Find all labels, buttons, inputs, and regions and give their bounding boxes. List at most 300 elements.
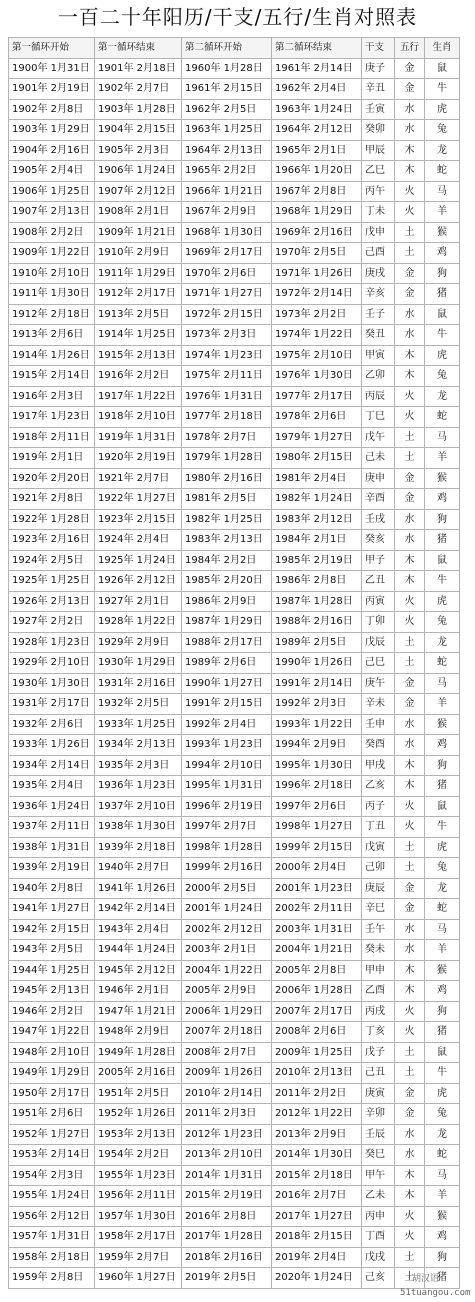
cell-cycle2-end: 1977年 2月17日 (272, 386, 362, 407)
cell-ganzhi: 癸亥 (362, 530, 395, 551)
cell-cycle2-end: 1965年 2月1日 (272, 140, 362, 161)
cell-wuxing: 火 (395, 591, 425, 612)
cell-cycle2-end: 1997年 2月6日 (272, 796, 362, 817)
cell-cycle2-end: 2020年 1月24日 (272, 1268, 362, 1289)
cell-cycle2-start: 1968年 1月30日 (182, 222, 272, 243)
cell-ganzhi: 辛巳 (362, 899, 395, 920)
cell-cycle2-end: 2012年 1月22日 (272, 1104, 362, 1125)
cell-wuxing: 水 (395, 1145, 425, 1166)
cell-cycle2-end: 1991年 2月14日 (272, 673, 362, 694)
cell-wuxing: 土 (395, 1063, 425, 1084)
table-row (9, 817, 460, 838)
table-row (9, 550, 460, 571)
table-row (9, 755, 460, 776)
watermark-url: 51tuangou.com (400, 1288, 471, 1298)
cell-cycle2-end: 1971年 1月26日 (272, 263, 362, 284)
cell-cycle2-start: 1988年 2月17日 (182, 632, 272, 653)
cell-cycle2-start: 1984年 2月2日 (182, 550, 272, 571)
table-row (9, 407, 460, 428)
table-row (9, 919, 460, 940)
cell-wuxing: 金 (395, 468, 425, 489)
table-row (9, 120, 460, 141)
cell-wuxing: 木 (395, 960, 425, 981)
table-row (9, 1206, 460, 1227)
cell-shengxiao: 猪 (425, 530, 460, 551)
cell-cycle2-end: 1987年 1月28日 (272, 591, 362, 612)
cell-cycle2-start: 1985年 2月20日 (182, 571, 272, 592)
cell-wuxing: 木 (395, 550, 425, 571)
cell-ganzhi: 壬寅 (362, 99, 395, 120)
cell-cycle1-start: 1928年 1月23日 (9, 632, 95, 653)
cell-shengxiao: 猪 (425, 776, 460, 797)
cell-cycle2-start: 2012年 1月23日 (182, 1124, 272, 1145)
cell-ganzhi: 庚辰 (362, 878, 395, 899)
header-ganzhi: 干支 (362, 38, 395, 59)
cell-wuxing: 木 (395, 981, 425, 1002)
cell-cycle1-start: 1920年 2月20日 (9, 468, 95, 489)
cell-cycle1-start: 1959年 2月8日 (9, 1268, 95, 1289)
cell-shengxiao: 兔 (425, 120, 460, 141)
cell-cycle2-end: 1968年 1月29日 (272, 202, 362, 223)
cell-cycle2-start: 1976年 1月31日 (182, 386, 272, 407)
cell-cycle1-end: 2005年 2月16日 (95, 1063, 182, 1084)
table-row (9, 386, 460, 407)
cell-cycle1-end: 1943年 2月4日 (95, 919, 182, 940)
cell-cycle2-end: 1999年 2月15日 (272, 837, 362, 858)
cell-ganzhi: 己酉 (362, 243, 395, 264)
cell-cycle2-end: 2001年 1月23日 (272, 878, 362, 899)
cell-cycle2-end: 1981年 2月4日 (272, 468, 362, 489)
cell-wuxing: 水 (395, 530, 425, 551)
cell-ganzhi: 辛未 (362, 694, 395, 715)
cell-cycle1-end: 1933年 1月25日 (95, 714, 182, 735)
cell-cycle2-start: 2000年 2月5日 (182, 878, 272, 899)
cell-cycle2-end: 2013年 2月9日 (272, 1124, 362, 1145)
cell-ganzhi: 己未 (362, 448, 395, 469)
cell-shengxiao: 蛇 (425, 899, 460, 920)
cell-cycle1-end: 1936年 1月23日 (95, 776, 182, 797)
cell-cycle2-start: 2002年 2月12日 (182, 919, 272, 940)
cell-wuxing: 金 (395, 284, 425, 305)
cell-cycle2-end: 1966年 1月20日 (272, 161, 362, 182)
cell-cycle2-start: 1997年 2月7日 (182, 817, 272, 838)
cell-wuxing: 水 (395, 120, 425, 141)
cell-ganzhi: 庚午 (362, 673, 395, 694)
cell-cycle2-start: 2018年 2月16日 (182, 1247, 272, 1268)
cell-ganzhi: 甲戌 (362, 755, 395, 776)
cell-cycle1-start: 1947年 1月22日 (9, 1022, 95, 1043)
cell-cycle1-start: 1949年 1月29日 (9, 1063, 95, 1084)
cell-ganzhi: 壬子 (362, 304, 395, 325)
cell-cycle2-end: 1964年 2月12日 (272, 120, 362, 141)
cell-ganzhi: 戊辰 (362, 632, 395, 653)
cell-shengxiao: 蛇 (425, 1145, 460, 1166)
cell-cycle1-end: 1932年 2月5日 (95, 694, 182, 715)
cell-ganzhi: 戊午 (362, 427, 395, 448)
table-row (9, 694, 460, 715)
cell-cycle2-end: 1972年 2月14日 (272, 284, 362, 305)
table-row (9, 796, 460, 817)
cell-ganzhi: 丙寅 (362, 591, 395, 612)
cell-shengxiao: 羊 (425, 1186, 460, 1207)
calendar-table (8, 37, 460, 1289)
cell-cycle2-start: 2017年 1月28日 (182, 1227, 272, 1248)
cell-cycle1-end: 1902年 2月7日 (95, 79, 182, 100)
cell-cycle1-start: 1929年 2月10日 (9, 653, 95, 674)
header-shengxiao: 生肖 (425, 38, 460, 59)
cell-ganzhi: 庚申 (362, 468, 395, 489)
cell-wuxing: 火 (395, 1206, 425, 1227)
cell-cycle1-end: 1922年 1月27日 (95, 489, 182, 510)
cell-cycle2-start: 2009年 1月26日 (182, 1063, 272, 1084)
cell-ganzhi: 庚戌 (362, 263, 395, 284)
cell-cycle2-start: 1965年 2月2日 (182, 161, 272, 182)
cell-wuxing: 木 (395, 776, 425, 797)
cell-cycle2-end: 1979年 1月27日 (272, 427, 362, 448)
cell-wuxing: 水 (395, 99, 425, 120)
cell-wuxing: 金 (395, 489, 425, 510)
cell-cycle2-end: 1986年 2月8日 (272, 571, 362, 592)
cell-ganzhi: 戊戌 (362, 1247, 395, 1268)
cell-cycle1-end: 1920年 2月19日 (95, 448, 182, 469)
cell-shengxiao: 兔 (425, 858, 460, 879)
cell-cycle2-start: 1972年 2月15日 (182, 304, 272, 325)
cell-wuxing: 木 (395, 1165, 425, 1186)
cell-cycle2-start: 2016年 2月8日 (182, 1206, 272, 1227)
cell-ganzhi: 丙子 (362, 796, 395, 817)
cell-ganzhi: 庚寅 (362, 1083, 395, 1104)
cell-cycle1-start: 1900年 1月31日 (9, 58, 95, 79)
table-row (9, 161, 460, 182)
cell-cycle1-start: 1926年 2月13日 (9, 591, 95, 612)
cell-ganzhi: 癸酉 (362, 735, 395, 756)
cell-shengxiao: 狗 (425, 1247, 460, 1268)
table-row (9, 653, 460, 674)
table-row (9, 99, 460, 120)
table-body (9, 58, 460, 1288)
cell-ganzhi: 乙卯 (362, 366, 395, 387)
cell-cycle1-end: 1934年 2月13日 (95, 735, 182, 756)
cell-cycle1-end: 1956年 2月11日 (95, 1186, 182, 1207)
cell-cycle2-start: 1960年 1月28日 (182, 58, 272, 79)
cell-shengxiao: 蛇 (425, 653, 460, 674)
table-row (9, 284, 460, 305)
table-row (9, 1022, 460, 1043)
cell-shengxiao: 鸡 (425, 243, 460, 264)
cell-ganzhi: 壬辰 (362, 1124, 395, 1145)
cell-cycle2-start: 1990年 1月27日 (182, 673, 272, 694)
cell-ganzhi: 壬午 (362, 919, 395, 940)
cell-cycle2-end: 2008年 2月6日 (272, 1022, 362, 1043)
cell-cycle1-start: 1955年 1月24日 (9, 1186, 95, 1207)
cell-shengxiao: 兔 (425, 612, 460, 633)
cell-cycle2-end: 2007年 2月17日 (272, 1001, 362, 1022)
cell-wuxing: 火 (395, 612, 425, 633)
cell-wuxing: 土 (395, 837, 425, 858)
cell-cycle2-start: 1992年 2月4日 (182, 714, 272, 735)
cell-cycle1-end: 1907年 2月12日 (95, 181, 182, 202)
cell-cycle1-end: 1923年 2月15日 (95, 509, 182, 530)
cell-cycle1-end: 1929年 2月9日 (95, 632, 182, 653)
cell-cycle1-end: 1905年 2月3日 (95, 140, 182, 161)
cell-cycle2-end: 2014年 1月30日 (272, 1145, 362, 1166)
cell-ganzhi: 戊申 (362, 222, 395, 243)
cell-wuxing: 金 (395, 673, 425, 694)
cell-cycle1-start: 1939年 2月19日 (9, 858, 95, 879)
cell-ganzhi: 乙亥 (362, 776, 395, 797)
table-row (9, 489, 460, 510)
cell-ganzhi: 己丑 (362, 1063, 395, 1084)
cell-cycle2-start: 1981年 2月5日 (182, 489, 272, 510)
cell-cycle1-end: 1926年 2月12日 (95, 571, 182, 592)
cell-wuxing: 土 (395, 858, 425, 879)
cell-cycle1-start: 1950年 2月17日 (9, 1083, 95, 1104)
cell-cycle2-start: 1977年 2月18日 (182, 407, 272, 428)
cell-ganzhi: 甲寅 (362, 345, 395, 366)
cell-cycle2-start: 1975年 2月11日 (182, 366, 272, 387)
table-row (9, 1227, 460, 1248)
cell-cycle1-start: 1904年 2月16日 (9, 140, 95, 161)
cell-cycle1-end: 1951年 2月5日 (95, 1083, 182, 1104)
cell-cycle1-end: 1935年 2月3日 (95, 755, 182, 776)
table-row (9, 673, 460, 694)
cell-cycle2-start: 1991年 2月15日 (182, 694, 272, 715)
cell-cycle2-start: 1995年 1月31日 (182, 776, 272, 797)
cell-ganzhi: 辛亥 (362, 284, 395, 305)
cell-ganzhi: 乙酉 (362, 981, 395, 1002)
cell-cycle1-end: 1948年 2月9日 (95, 1022, 182, 1043)
cell-cycle2-end: 2004年 1月21日 (272, 940, 362, 961)
cell-wuxing: 土 (395, 222, 425, 243)
cell-cycle2-start: 2006年 1月29日 (182, 1001, 272, 1022)
cell-ganzhi: 甲子 (362, 550, 395, 571)
table-row (9, 202, 460, 223)
cell-wuxing: 土 (395, 1268, 425, 1289)
cell-cycle1-start: 1958年 2月18日 (9, 1247, 95, 1268)
cell-wuxing: 金 (395, 79, 425, 100)
table-row (9, 243, 460, 264)
table-row (9, 1186, 460, 1207)
cell-wuxing: 木 (395, 345, 425, 366)
cell-cycle1-end: 1912年 2月17日 (95, 284, 182, 305)
cell-wuxing: 木 (395, 366, 425, 387)
cell-wuxing: 木 (395, 571, 425, 592)
cell-cycle2-start: 2011年 2月3日 (182, 1104, 272, 1125)
cell-cycle1-end: 1952年 1月26日 (95, 1104, 182, 1125)
table-row (9, 366, 460, 387)
table-row (9, 58, 460, 79)
cell-cycle1-start: 1943年 2月5日 (9, 940, 95, 961)
cell-cycle2-start: 2007年 2月18日 (182, 1022, 272, 1043)
cell-ganzhi: 乙丑 (362, 571, 395, 592)
cell-wuxing: 金 (395, 58, 425, 79)
table-row (9, 509, 460, 530)
cell-cycle1-start: 1907年 2月13日 (9, 202, 95, 223)
cell-cycle2-start: 1986年 2月9日 (182, 591, 272, 612)
cell-cycle2-end: 2019年 2月4日 (272, 1247, 362, 1268)
cell-cycle1-start: 1945年 2月13日 (9, 981, 95, 1002)
cell-ganzhi: 庚子 (362, 58, 395, 79)
cell-ganzhi: 癸卯 (362, 120, 395, 141)
cell-cycle2-start: 1967年 2月9日 (182, 202, 272, 223)
table-row (9, 530, 460, 551)
cell-cycle2-end: 2006年 1月28日 (272, 981, 362, 1002)
cell-shengxiao: 虎 (425, 591, 460, 612)
cell-cycle1-end: 1944年 1月24日 (95, 940, 182, 961)
cell-cycle1-end: 1954年 2月2日 (95, 1145, 182, 1166)
cell-cycle2-start: 1973年 2月3日 (182, 325, 272, 346)
cell-cycle1-start: 1913年 2月6日 (9, 325, 95, 346)
cell-wuxing: 金 (395, 899, 425, 920)
cell-wuxing: 木 (395, 140, 425, 161)
cell-cycle2-end: 1976年 1月30日 (272, 366, 362, 387)
table-row (9, 1001, 460, 1022)
cell-wuxing: 水 (395, 714, 425, 735)
cell-cycle2-end: 2016年 2月7日 (272, 1186, 362, 1207)
cell-shengxiao: 羊 (425, 940, 460, 961)
cell-cycle1-start: 1935年 2月4日 (9, 776, 95, 797)
cell-shengxiao: 马 (425, 1165, 460, 1186)
cell-cycle2-start: 1987年 1月29日 (182, 612, 272, 633)
cell-shengxiao: 猴 (425, 468, 460, 489)
cell-ganzhi: 甲午 (362, 1165, 395, 1186)
table-row (9, 1063, 460, 1084)
cell-cycle2-end: 2003年 1月31日 (272, 919, 362, 940)
cell-cycle1-end: 1914年 1月25日 (95, 325, 182, 346)
header-wuxing: 五行 (395, 38, 425, 59)
cell-cycle2-end: 1996年 2月18日 (272, 776, 362, 797)
table-row (9, 1104, 460, 1125)
cell-cycle1-end: 1901年 2月18日 (95, 58, 182, 79)
cell-shengxiao: 狗 (425, 263, 460, 284)
table-row (9, 776, 460, 797)
cell-cycle1-end: 1955年 1月23日 (95, 1165, 182, 1186)
cell-cycle1-end: 1913年 2月5日 (95, 304, 182, 325)
cell-cycle2-start: 1966年 1月21日 (182, 181, 272, 202)
table-row (9, 181, 460, 202)
cell-wuxing: 水 (395, 735, 425, 756)
cell-shengxiao: 马 (425, 919, 460, 940)
cell-cycle1-end: 1942年 2月14日 (95, 899, 182, 920)
table-row (9, 735, 460, 756)
cell-shengxiao: 兔 (425, 1104, 460, 1125)
cell-wuxing: 水 (395, 940, 425, 961)
cell-shengxiao: 猴 (425, 714, 460, 735)
cell-cycle1-start: 1915年 2月14日 (9, 366, 95, 387)
cell-ganzhi: 己卯 (362, 858, 395, 879)
cell-cycle2-end: 2018年 2月15日 (272, 1227, 362, 1248)
cell-cycle2-start: 1961年 2月15日 (182, 79, 272, 100)
cell-cycle1-end: 1906年 1月24日 (95, 161, 182, 182)
cell-shengxiao: 鼠 (425, 58, 460, 79)
cell-ganzhi: 丁亥 (362, 1022, 395, 1043)
cell-cycle2-end: 1995年 1月30日 (272, 755, 362, 776)
cell-wuxing: 土 (395, 427, 425, 448)
table-row (9, 1124, 460, 1145)
cell-cycle2-start: 1989年 2月6日 (182, 653, 272, 674)
cell-cycle1-start: 1909年 1月22日 (9, 243, 95, 264)
cell-wuxing: 土 (395, 448, 425, 469)
cell-cycle2-start: 1971年 1月27日 (182, 284, 272, 305)
cell-wuxing: 火 (395, 386, 425, 407)
cell-cycle2-end: 1961年 2月14日 (272, 58, 362, 79)
cell-shengxiao: 鼠 (425, 304, 460, 325)
cell-shengxiao: 虎 (425, 1083, 460, 1104)
cell-shengxiao: 牛 (425, 79, 460, 100)
cell-cycle1-end: 1930年 1月29日 (95, 653, 182, 674)
cell-cycle2-end: 1978年 2月6日 (272, 407, 362, 428)
cell-ganzhi: 壬戌 (362, 509, 395, 530)
cell-shengxiao: 龙 (425, 1124, 460, 1145)
table-header-row (9, 38, 460, 59)
cell-shengxiao: 羊 (425, 448, 460, 469)
cell-cycle1-start: 1957年 1月31日 (9, 1227, 95, 1248)
cell-cycle2-end: 1970年 2月5日 (272, 243, 362, 264)
cell-wuxing: 水 (395, 1124, 425, 1145)
cell-shengxiao: 鸡 (425, 1227, 460, 1248)
cell-ganzhi: 辛卯 (362, 1104, 395, 1125)
cell-cycle2-end: 2011年 2月2日 (272, 1083, 362, 1104)
cell-shengxiao: 鼠 (425, 796, 460, 817)
cell-cycle1-start: 1921年 2月8日 (9, 489, 95, 510)
cell-cycle1-end: 1953年 2月13日 (95, 1124, 182, 1145)
cell-cycle2-start: 1970年 2月6日 (182, 263, 272, 284)
cell-cycle2-end: 2005年 2月8日 (272, 960, 362, 981)
cell-ganzhi: 丙辰 (362, 386, 395, 407)
table-row (9, 837, 460, 858)
cell-wuxing: 土 (395, 653, 425, 674)
cell-wuxing: 金 (395, 1083, 425, 1104)
cell-cycle2-end: 2015年 2月18日 (272, 1165, 362, 1186)
cell-cycle1-start: 1933年 1月26日 (9, 735, 95, 756)
cell-cycle1-end: 1908年 2月1日 (95, 202, 182, 223)
cell-cycle2-start: 1996年 2月19日 (182, 796, 272, 817)
cell-cycle1-start: 1918年 2月11日 (9, 427, 95, 448)
cell-wuxing: 金 (395, 263, 425, 284)
cell-wuxing: 土 (395, 1247, 425, 1268)
cell-wuxing: 火 (395, 407, 425, 428)
cell-cycle2-start: 1979年 1月28日 (182, 448, 272, 469)
table-row (9, 1083, 460, 1104)
cell-cycle2-end: 2000年 2月4日 (272, 858, 362, 879)
cell-cycle1-start: 1912年 2月18日 (9, 304, 95, 325)
cell-cycle2-start: 1998年 1月28日 (182, 837, 272, 858)
cell-cycle1-start: 1930年 1月30日 (9, 673, 95, 694)
cell-cycle2-start: 1993年 1月23日 (182, 735, 272, 756)
cell-shengxiao: 鼠 (425, 550, 460, 571)
cell-ganzhi: 丙申 (362, 1206, 395, 1227)
cell-cycle1-start: 1954年 2月3日 (9, 1165, 95, 1186)
cell-wuxing: 火 (395, 202, 425, 223)
cell-ganzhi: 丁卯 (362, 612, 395, 633)
table-row (9, 940, 460, 961)
cell-cycle1-start: 1927年 2月2日 (9, 612, 95, 633)
cell-shengxiao: 猴 (425, 222, 460, 243)
cell-cycle1-start: 1901年 2月19日 (9, 79, 95, 100)
cell-cycle1-end: 1924年 2月4日 (95, 530, 182, 551)
cell-cycle2-end: 1998年 1月27日 (272, 817, 362, 838)
table-row (9, 427, 460, 448)
cell-cycle2-start: 2010年 2月14日 (182, 1083, 272, 1104)
cell-cycle2-end: 1962年 2月4日 (272, 79, 362, 100)
cell-cycle2-end: 1980年 2月15日 (272, 448, 362, 469)
cell-shengxiao: 鼠 (425, 1042, 460, 1063)
cell-ganzhi: 丙午 (362, 181, 395, 202)
cell-cycle1-end: 1939年 2月18日 (95, 837, 182, 858)
cell-cycle1-end: 1937年 2月10日 (95, 796, 182, 817)
cell-cycle2-end: 1984年 2月1日 (272, 530, 362, 551)
cell-cycle1-end: 1915年 2月13日 (95, 345, 182, 366)
